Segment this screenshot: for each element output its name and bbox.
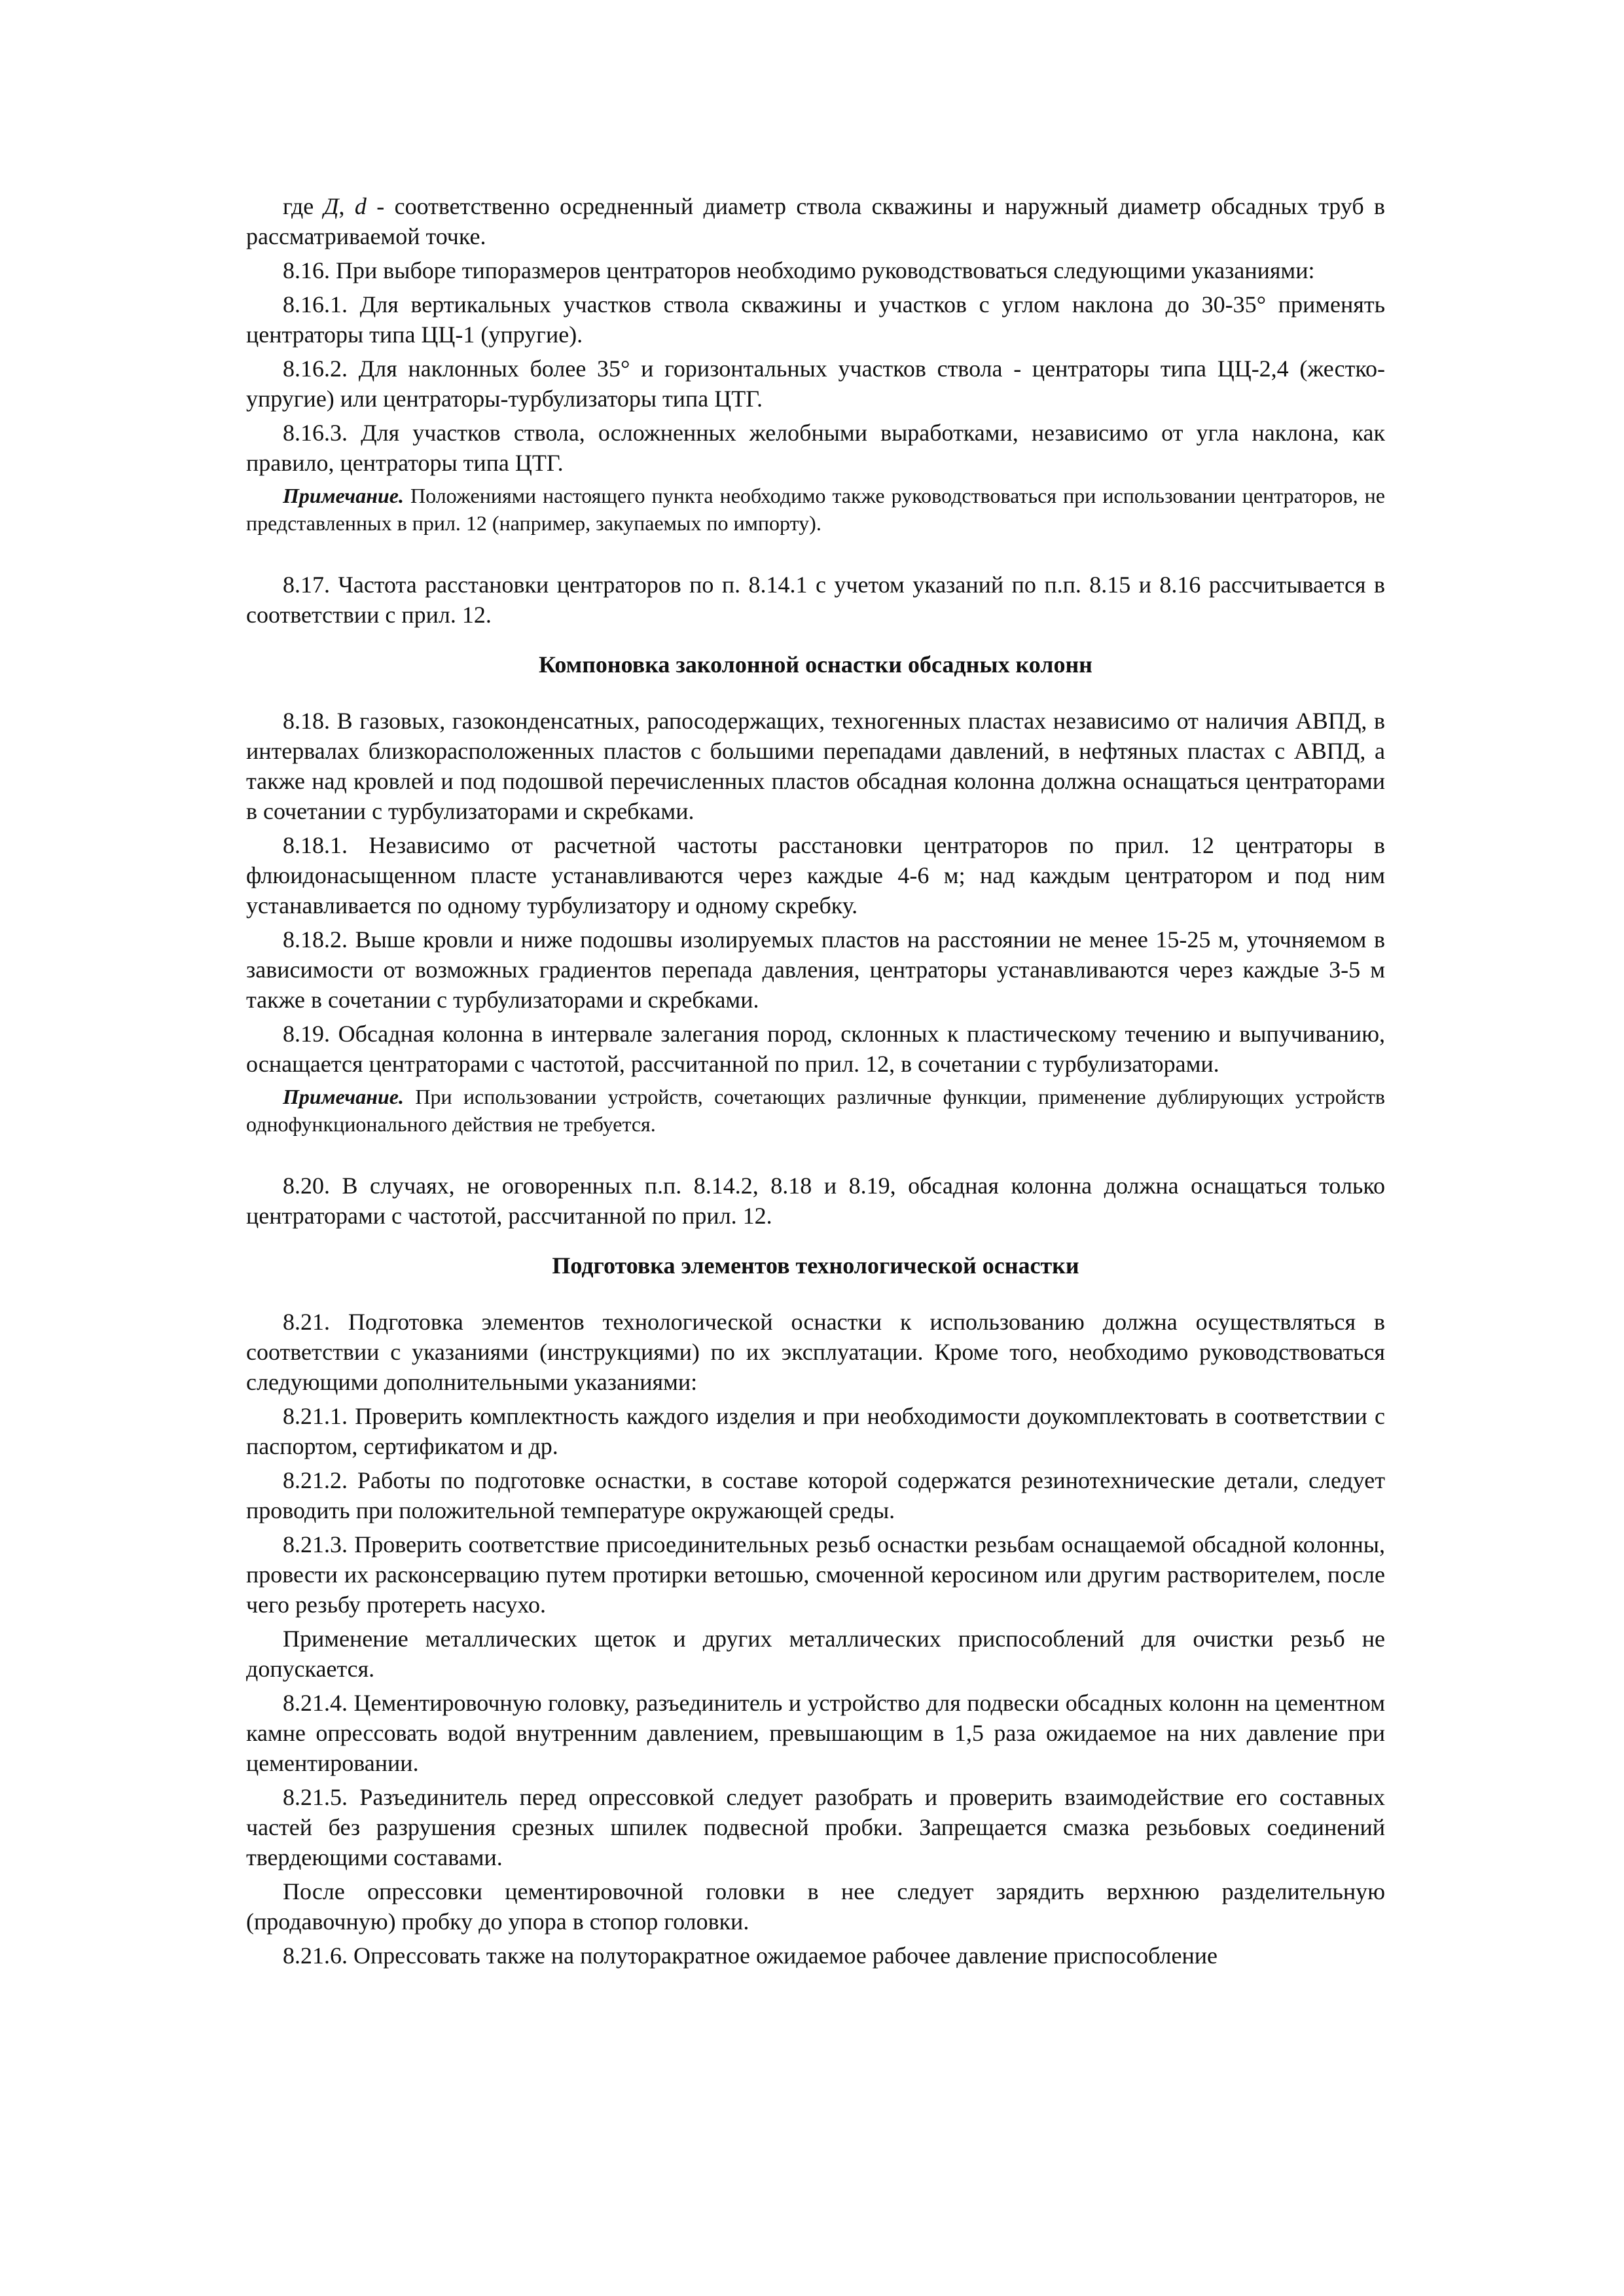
paragraph-8-19: 8.19. Обсадная колонна в интервале залегания пород, склонных к пластическому течению и выпучиванию, оснащается центраторами с частотой, рассчитанной по прил. 12, в сочетании с турбулизаторами.: [246, 1021, 1385, 1077]
paragraph-where: [246, 191, 1385, 251]
paragraph-where-rest: - соответственно осредненный диаметр ствола скважины и наружный диаметр обсадных труб в рассматриваемой точке.: [246, 193, 1386, 249]
variable-d: d: [354, 193, 367, 219]
paragraph-where-sep: ,: [338, 193, 355, 219]
paragraph-8-21-3: 8.21.3. Проверить соответствие присоединительных резьб оснастки резьбам оснащаемой обсадной колонны, провести их расконсервацию путем протирки ветошью, смоченной керосином или другим растворителем, после чего резьбу протереть насухо.: [246, 1531, 1385, 1618]
variable-D: Д: [323, 193, 339, 219]
paragraph-8-21-6: 8.21.6. Опрессовать также на полуторакратное ожидаемое рабочее давление приспособление: [283, 1942, 1218, 1969]
spacer: [246, 541, 1385, 570]
spacer: [246, 1142, 1385, 1171]
paragraph-8-21-2: 8.21.2. Работы по подготовке оснастки, в составе которой содержатся резинотехнические детали, следует проводить при положительной температуре окружающей среды.: [246, 1467, 1385, 1523]
note-2-label: Примечание.: [283, 1085, 404, 1108]
note-2-text: При использовании устройств, сочетающих различные функции, применение дублирующих устройств однофункционального действия не требуется.: [246, 1085, 1385, 1136]
paragraph-8-21-5: 8.21.5. Разъединитель перед опрессовкой следует разобрать и проверить взаимодействие его составных частей без разрушения срезных шпилек подвесной пробки. Запрещается смазка резьбовых соединений твердеющими составами.: [246, 1784, 1385, 1870]
paragraph-8-21-4: 8.21.4. Цементировочную головку, разъединитель и устройство для подвески обсадных колонн на цементном камне опрессовать водой внутренним давлением, превышающим в 1,5 раза ожидаемое на них давление при цементировании.: [246, 1690, 1385, 1776]
paragraph-8-20: 8.20. В случаях, не оговоренных п.п. 8.14.2, 8.18 и 8.19, обсадная колонна должна оснащаться только центраторами с частотой, рассчитанной по прил. 12.: [246, 1173, 1385, 1229]
paragraph-8-18-1: 8.18.1. Независимо от расчетной частоты расстановки центраторов по прил. 12 центраторы в флюидонасыщенном пласте устанавливаются через каждые 4-6 м; над каждым центратором и под ним устанавливается по одному турбулизатору и одному скребку.: [246, 832, 1385, 919]
paragraph-after-pressure-test: После опрессовки цементировочной головки в нее следует зарядить верхнюю разделительную (продавочную) пробку до упора в стопор головки.: [246, 1878, 1385, 1935]
paragraph-8-16-3: 8.16.3. Для участков ствола, осложненных желобными выработками, независимо от угла наклона, как правило, центраторы типа ЦТГ.: [246, 420, 1385, 476]
paragraph-8-16-2: 8.16.2. Для наклонных более 35° и горизонтальных участков ствола - центраторы типа ЦЦ-2,4 (жестко-упругие) или центраторы-турбулизаторы типа ЦТГ.: [246, 355, 1385, 412]
paragraph-8-21-1: 8.21.1. Проверить комплектность каждого изделия и при необходимости доукомплектовать в соответствии с паспортом, сертификатом и др.: [246, 1403, 1385, 1459]
paragraph-8-17: 8.17. Частота расстановки центраторов по п. 8.14.1 с учетом указаний по п.п. 8.15 и 8.16 рассчитывается в соответствии с прил. 12.: [246, 572, 1385, 628]
paragraph-8-16: 8.16. При выборе типоразмеров центраторов необходимо руководствоваться следующими указаниями:: [283, 257, 1315, 283]
document-page: [246, 191, 1385, 1975]
section-heading-casing-equipment: Компоновка заколонной оснастки обсадных колонн: [539, 651, 1092, 678]
paragraph-8-21: 8.21. Подготовка элементов технологической оснастки к использованию должна осуществляться в соответствии с указаниями (инструкциями) по их эксплуатации. Кроме того, необходимо руководствоваться следующими дополнительными указаниями:: [246, 1309, 1385, 1395]
note-1-label: Примечание.: [283, 484, 404, 507]
paragraph-8-18: 8.18. В газовых, газоконденсатных, рапосодержащих, техногенных пластах независимо от наличия АВПД, в интервалах близкорасположенных пластов с большими перепадами давлений, в нефтяных пластах с АВПД, а также над кровлей и под подошвой перечисленных пластов обсадная колонна должна оснащаться центраторами в сочетании с турбулизаторами и скребками.: [246, 708, 1385, 824]
note-1: [246, 482, 1385, 537]
paragraph-where-lead: где: [283, 193, 324, 219]
paragraph-metal-brushes: Применение металлических щеток и других металлических приспособлений для очистки резьб не допускается.: [246, 1626, 1385, 1682]
paragraph-8-16-1: 8.16.1. Для вертикальных участков ствола скважины и участков с углом наклона до 30-35° применять центраторы типа ЦЦ-1 (упругие).: [246, 291, 1385, 348]
paragraph-8-18-2: 8.18.2. Выше кровли и ниже подошвы изолируемых пластов на расстоянии не менее 15-25 м, уточняемом в зависимости от возможных градиентов перепада давления, центраторы устанавливаются через каждые 3-5 м также в сочетании с турбулизаторами и скребками.: [246, 926, 1385, 1013]
note-2: [246, 1083, 1385, 1138]
note-1-text: Положениями настоящего пункта необходимо также руководствоваться при использовании центраторов, не представленных в прил. 12 (например, закупаемых по импорту).: [246, 484, 1385, 535]
section-heading-preparation: Подготовка элементов технологической оснастки: [552, 1252, 1079, 1279]
